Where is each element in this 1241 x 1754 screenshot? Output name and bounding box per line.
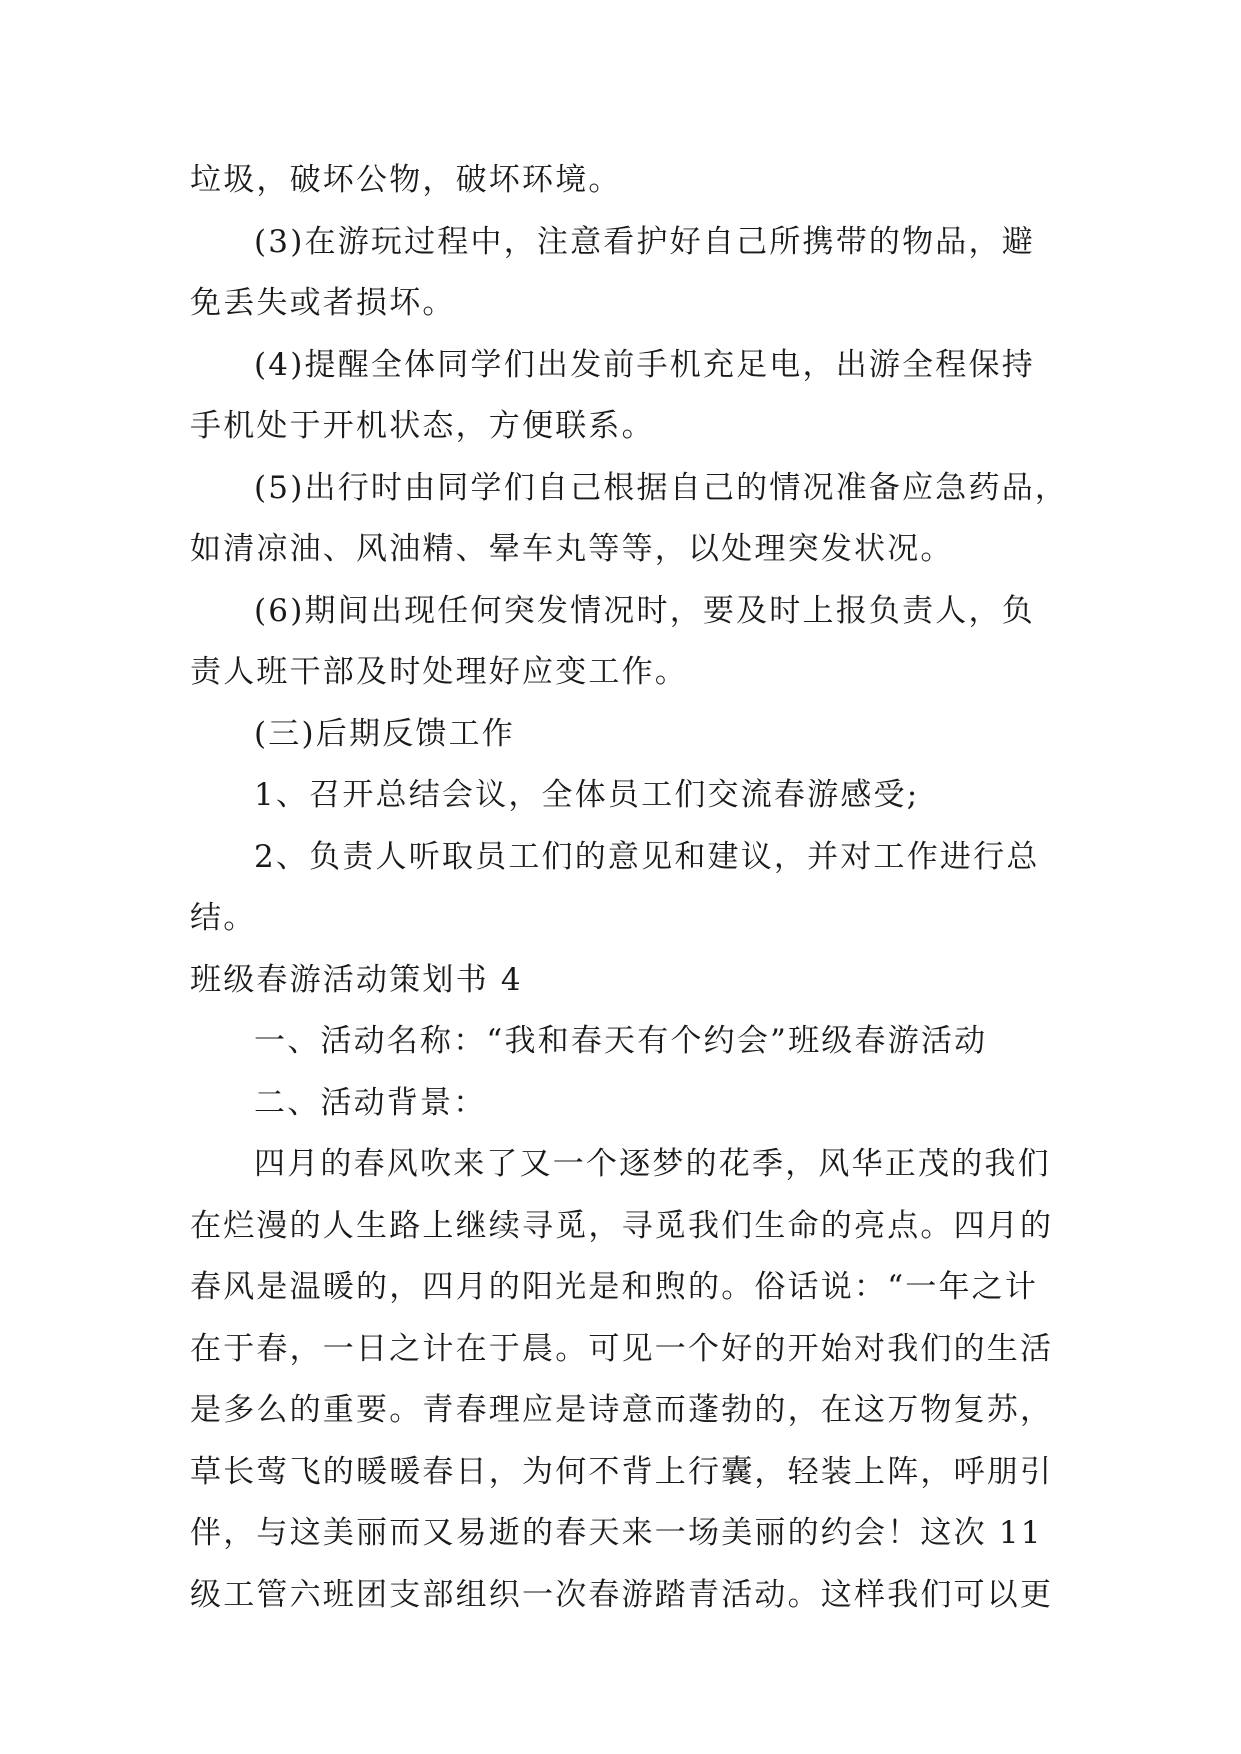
paragraph-first-line: 1、召开总结会议，全体员工们交流春游感受;: [254, 777, 920, 813]
paragraph-line: 在烂漫的人生路上继续寻觅，寻觅我们生命的亮点。四月的: [190, 1207, 1054, 1244]
paragraph-line: 免丢失或者损坏。: [190, 285, 456, 321]
paragraph-line: 在于春，一日之计在于晨。可见一个好的开始对我们的生活: [190, 1330, 1054, 1367]
paragraph-line: 垃圾，破坏公物，破坏环境。: [190, 162, 622, 198]
paragraph-line: 级工管六班团支部组织一次春游踏青活动。这样我们可以更: [190, 1576, 1054, 1613]
paragraph-line: 是多么的重要。青春理应是诗意而蓬勃的，在这万物复苏，: [190, 1392, 1054, 1428]
paragraph-first-line: (3)在游玩过程中，注意看护好自己所携带的物品，避: [254, 223, 1035, 260]
paragraph-line: 春风是温暖的，四月的阳光是和煦的。俗话说：“一年之计: [190, 1269, 1039, 1305]
paragraph-first-line: (三)后期反馈工作: [254, 715, 515, 752]
paragraph-line: 责人班干部及时处理好应变工作。: [190, 654, 688, 690]
paragraph-first-line: (5)出行时由同学们自己根据自己的情况准备应急药品，: [254, 469, 1069, 506]
paragraph-first-line: 一、活动名称：“我和春天有个约会”班级春游活动: [254, 1023, 988, 1059]
paragraph-line: 手机处于开机状态，方便联系。: [190, 408, 655, 444]
paragraph-line: 伴，与这美丽而又易逝的春天来一场美丽的约会！这次 11: [190, 1515, 1043, 1551]
paragraph-first-line: 四月的春风吹来了又一个逐梦的花季，风华正茂的我们: [254, 1146, 1051, 1182]
paragraph-first-line: (6)期间出现任何突发情况时，要及时上报负责人，负: [254, 592, 1035, 629]
paragraph-line: 草长莺飞的暖暖春日，为何不背上行囊，轻装上阵，呼朋引: [190, 1453, 1054, 1490]
paragraph-first-line: (4)提醒全体同学们出发前手机充足电，出游全程保持: [254, 346, 1035, 383]
paragraph-first-line: 二、活动背景：: [254, 1084, 487, 1121]
paragraph-line: 结。: [190, 900, 257, 936]
paragraph-line: 班级春游活动策划书 4: [190, 961, 523, 998]
document-body: [190, 150, 1069, 1626]
paragraph-line: 如清凉油、风油精、晕车丸等等，以处理突发状况。: [190, 531, 954, 567]
paragraph-first-line: 2、负责人听取员工们的意见和建议，并对工作进行总: [254, 838, 1040, 875]
